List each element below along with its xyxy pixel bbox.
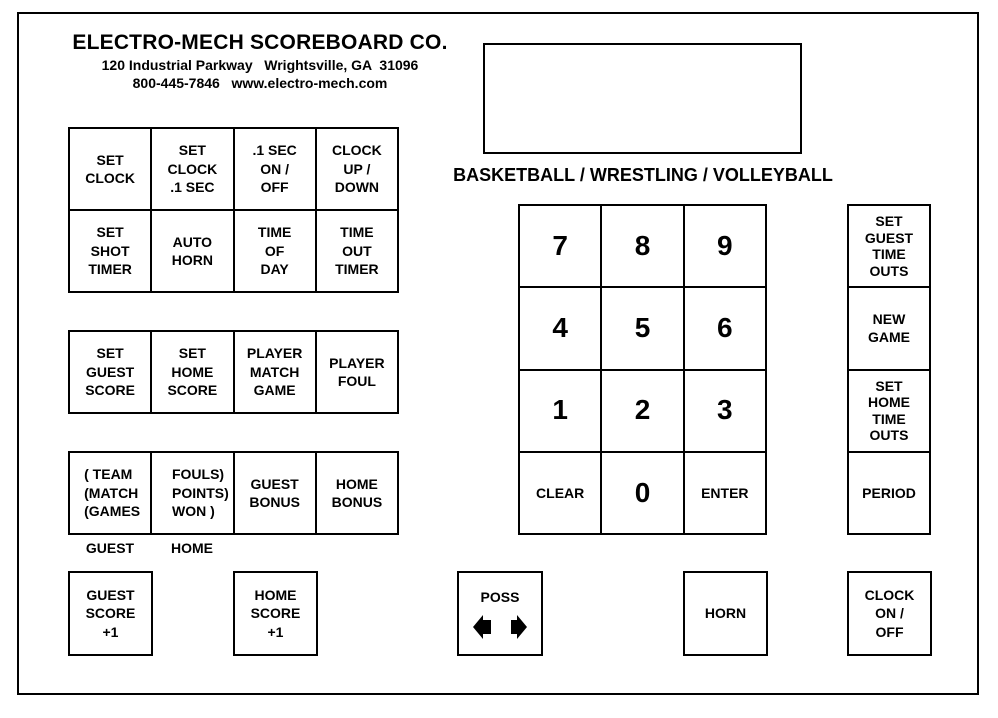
key-8-button[interactable]: 8 xyxy=(601,205,683,287)
key-4-button[interactable]: 4 xyxy=(519,287,601,369)
team-keys-grid xyxy=(68,451,399,535)
guest-score-plus-one-button[interactable]: GUEST SCORE +1 xyxy=(68,571,153,656)
set-clock-tenth-button[interactable]: SET CLOCK .1 SEC xyxy=(151,128,233,210)
set-guest-score-button[interactable]: SET GUEST SCORE xyxy=(69,331,151,413)
period-button[interactable]: PERIOD xyxy=(848,452,930,534)
set-shot-timer-button[interactable]: SET SHOT TIMER xyxy=(69,210,151,292)
left-arrow-icon xyxy=(473,615,491,639)
key-7-button[interactable]: 7 xyxy=(519,205,601,287)
side-keys-column xyxy=(847,204,931,535)
player-match-game-button[interactable]: PLAYER MATCH GAME xyxy=(234,331,316,413)
possession-button[interactable] xyxy=(457,571,543,656)
auto-horn-button[interactable]: AUTO HORN xyxy=(151,210,233,292)
possession-arrows xyxy=(459,573,545,658)
key-0-button[interactable]: 0 xyxy=(601,452,683,534)
clock-up-down-button[interactable]: CLOCK UP / DOWN xyxy=(316,128,398,210)
home-team-fouls-button[interactable]: FOULS) POINTS) WON ) xyxy=(151,452,233,534)
guest-label: GUEST xyxy=(85,540,135,556)
display-window xyxy=(483,43,802,154)
clock-on-off-button[interactable]: CLOCK ON / OFF xyxy=(847,571,932,656)
horn-button[interactable]: HORN xyxy=(683,571,768,656)
new-game-button[interactable]: NEW GAME xyxy=(848,287,930,369)
guest-team-fouls-button[interactable]: ( TEAM (MATCH (GAMES xyxy=(69,452,151,534)
player-foul-button[interactable]: PLAYER FOUL xyxy=(316,331,398,413)
key-9-button[interactable]: 9 xyxy=(684,205,766,287)
set-guest-timeouts-button[interactable]: SET GUEST TIME OUTS xyxy=(848,205,930,287)
set-clock-button[interactable]: SET CLOCK xyxy=(69,128,151,210)
clear-button[interactable]: CLEAR xyxy=(519,452,601,534)
clock-keys-grid xyxy=(68,127,399,293)
company-address: 120 Industrial Parkway Wrightsville, GA 31096 xyxy=(101,57,419,73)
key-6-button[interactable]: 6 xyxy=(684,287,766,369)
home-score-plus-one-button[interactable]: HOME SCORE +1 xyxy=(233,571,318,656)
home-bonus-button[interactable]: HOME BONUS xyxy=(316,452,398,534)
time-out-timer-button[interactable]: TIME OUT TIMER xyxy=(316,210,398,292)
tenth-sec-onoff-button[interactable]: .1 SEC ON / OFF xyxy=(234,128,316,210)
possession-label: POSS xyxy=(480,589,520,605)
key-1-button[interactable]: 1 xyxy=(519,370,601,452)
company-header xyxy=(40,30,480,92)
numeric-keypad xyxy=(518,204,767,535)
key-5-button[interactable]: 5 xyxy=(601,287,683,369)
key-2-button[interactable]: 2 xyxy=(601,370,683,452)
score-keys-grid xyxy=(68,330,399,414)
home-label: HOME xyxy=(171,540,213,556)
guest-bonus-button[interactable]: GUEST BONUS xyxy=(234,452,316,534)
set-home-score-button[interactable]: SET HOME SCORE xyxy=(151,331,233,413)
right-arrow-icon xyxy=(511,615,527,639)
company-name: ELECTRO-MECH SCOREBOARD CO. xyxy=(72,31,448,54)
key-3-button[interactable]: 3 xyxy=(684,370,766,452)
sport-label: BASKETBALL / WRESTLING / VOLLEYBALL xyxy=(453,165,833,185)
set-home-timeouts-button[interactable]: SET HOME TIME OUTS xyxy=(848,370,930,452)
enter-button[interactable]: ENTER xyxy=(684,452,766,534)
time-of-day-button[interactable]: TIME OF DAY xyxy=(234,210,316,292)
company-contact: 800-445-7846 www.electro-mech.com xyxy=(132,75,388,91)
